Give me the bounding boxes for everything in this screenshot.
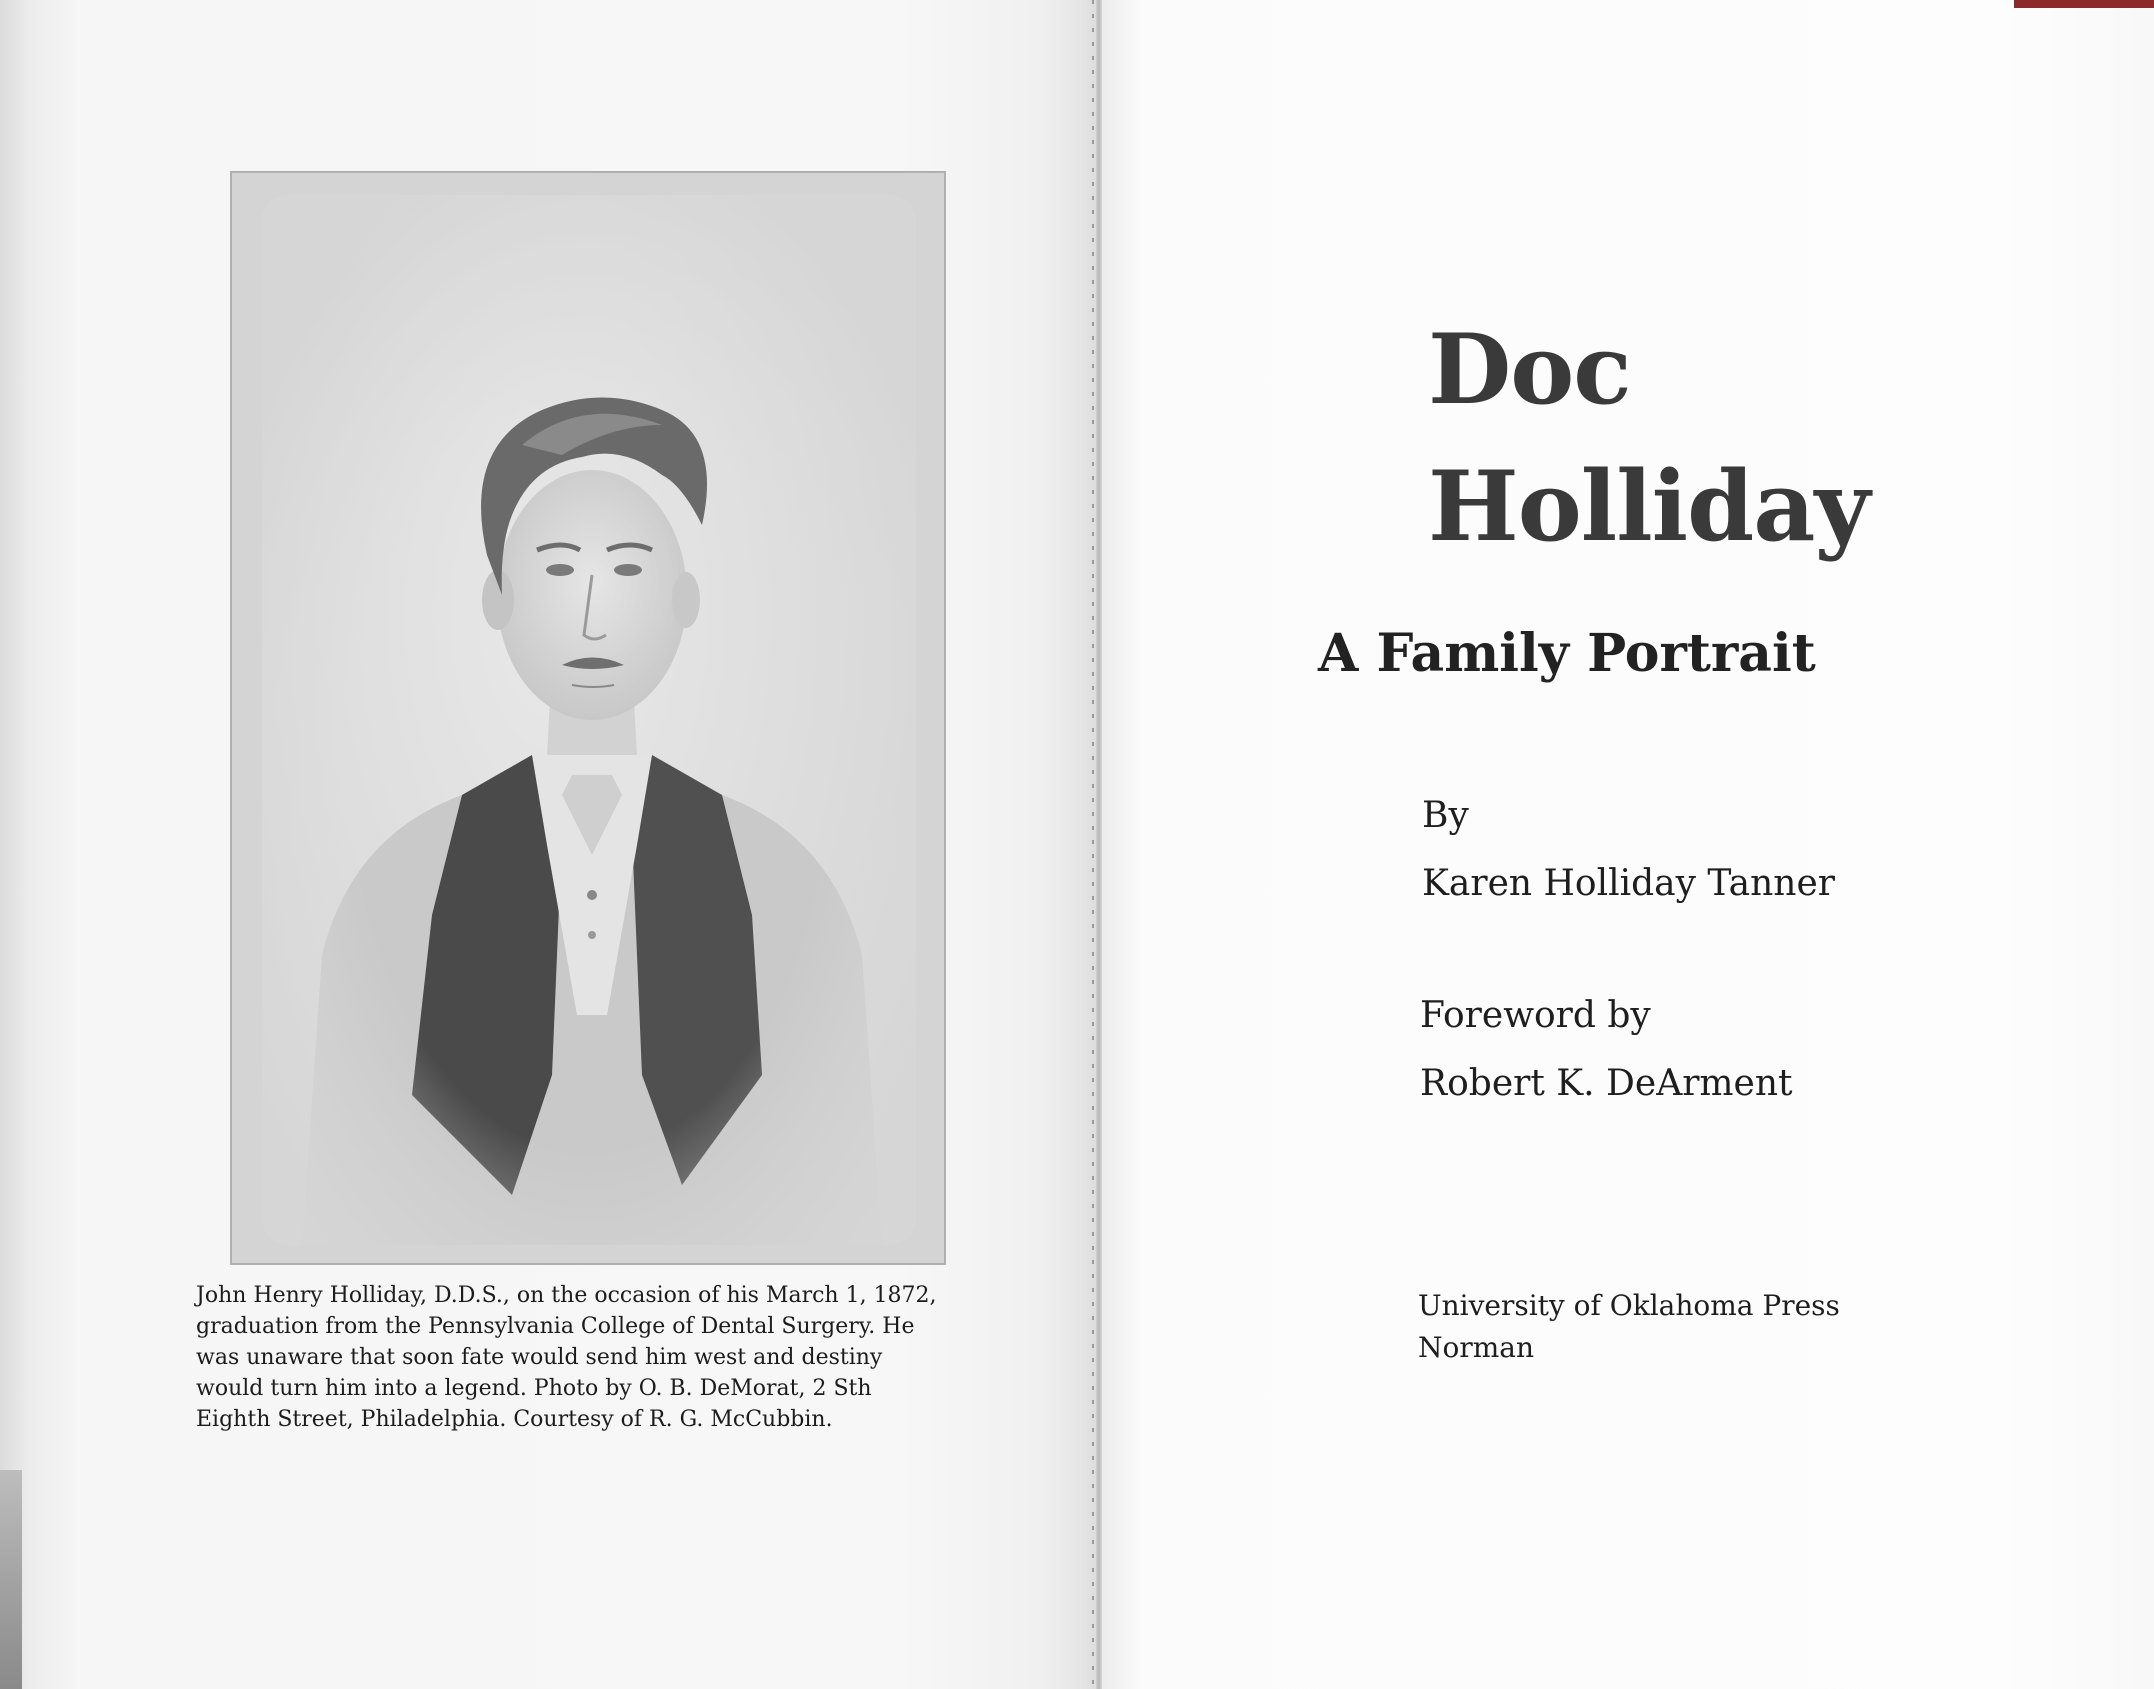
title-line-2: Holliday [1428,450,1870,563]
author-name: Karen Holliday Tanner [1422,863,1835,904]
photo-caption [196,1280,978,1435]
publisher-city: Norman [1418,1331,1535,1364]
caption-line: John Henry Holliday, D.D.S., on the occasion of his March 1, 1872, [196,1283,937,1308]
by-label: By [1422,795,1469,836]
right-page [1102,0,2154,1689]
binding-perforation [1092,0,1094,1689]
page-edge-shadow [0,1470,22,1689]
foreword-author: Robert K. DeArment [1420,1063,1793,1104]
cover-edge [2014,0,2154,8]
portrait-illustration [262,195,916,1245]
subtitle: A Family Portrait [1318,623,1816,684]
publisher-name: University of Oklahoma Press [1418,1289,1840,1322]
title-line-1: Doc [1428,313,1631,426]
caption-line: graduation from the Pennsylvania College of Dental Surgery. He [196,1314,915,1339]
caption-line: Eighth Street, Philadelphia. Courtesy of R. G. McCubbin. [196,1407,833,1432]
caption-line: would turn him into a legend. Photo by O. B. DeMorat, 2 Sth [196,1376,872,1401]
portrait-photo [262,195,916,1245]
caption-line: was unaware that soon fate would send him west and destiny [196,1345,883,1370]
foreword-label: Foreword by [1420,995,1651,1036]
portrait-photo-frame [230,171,946,1265]
